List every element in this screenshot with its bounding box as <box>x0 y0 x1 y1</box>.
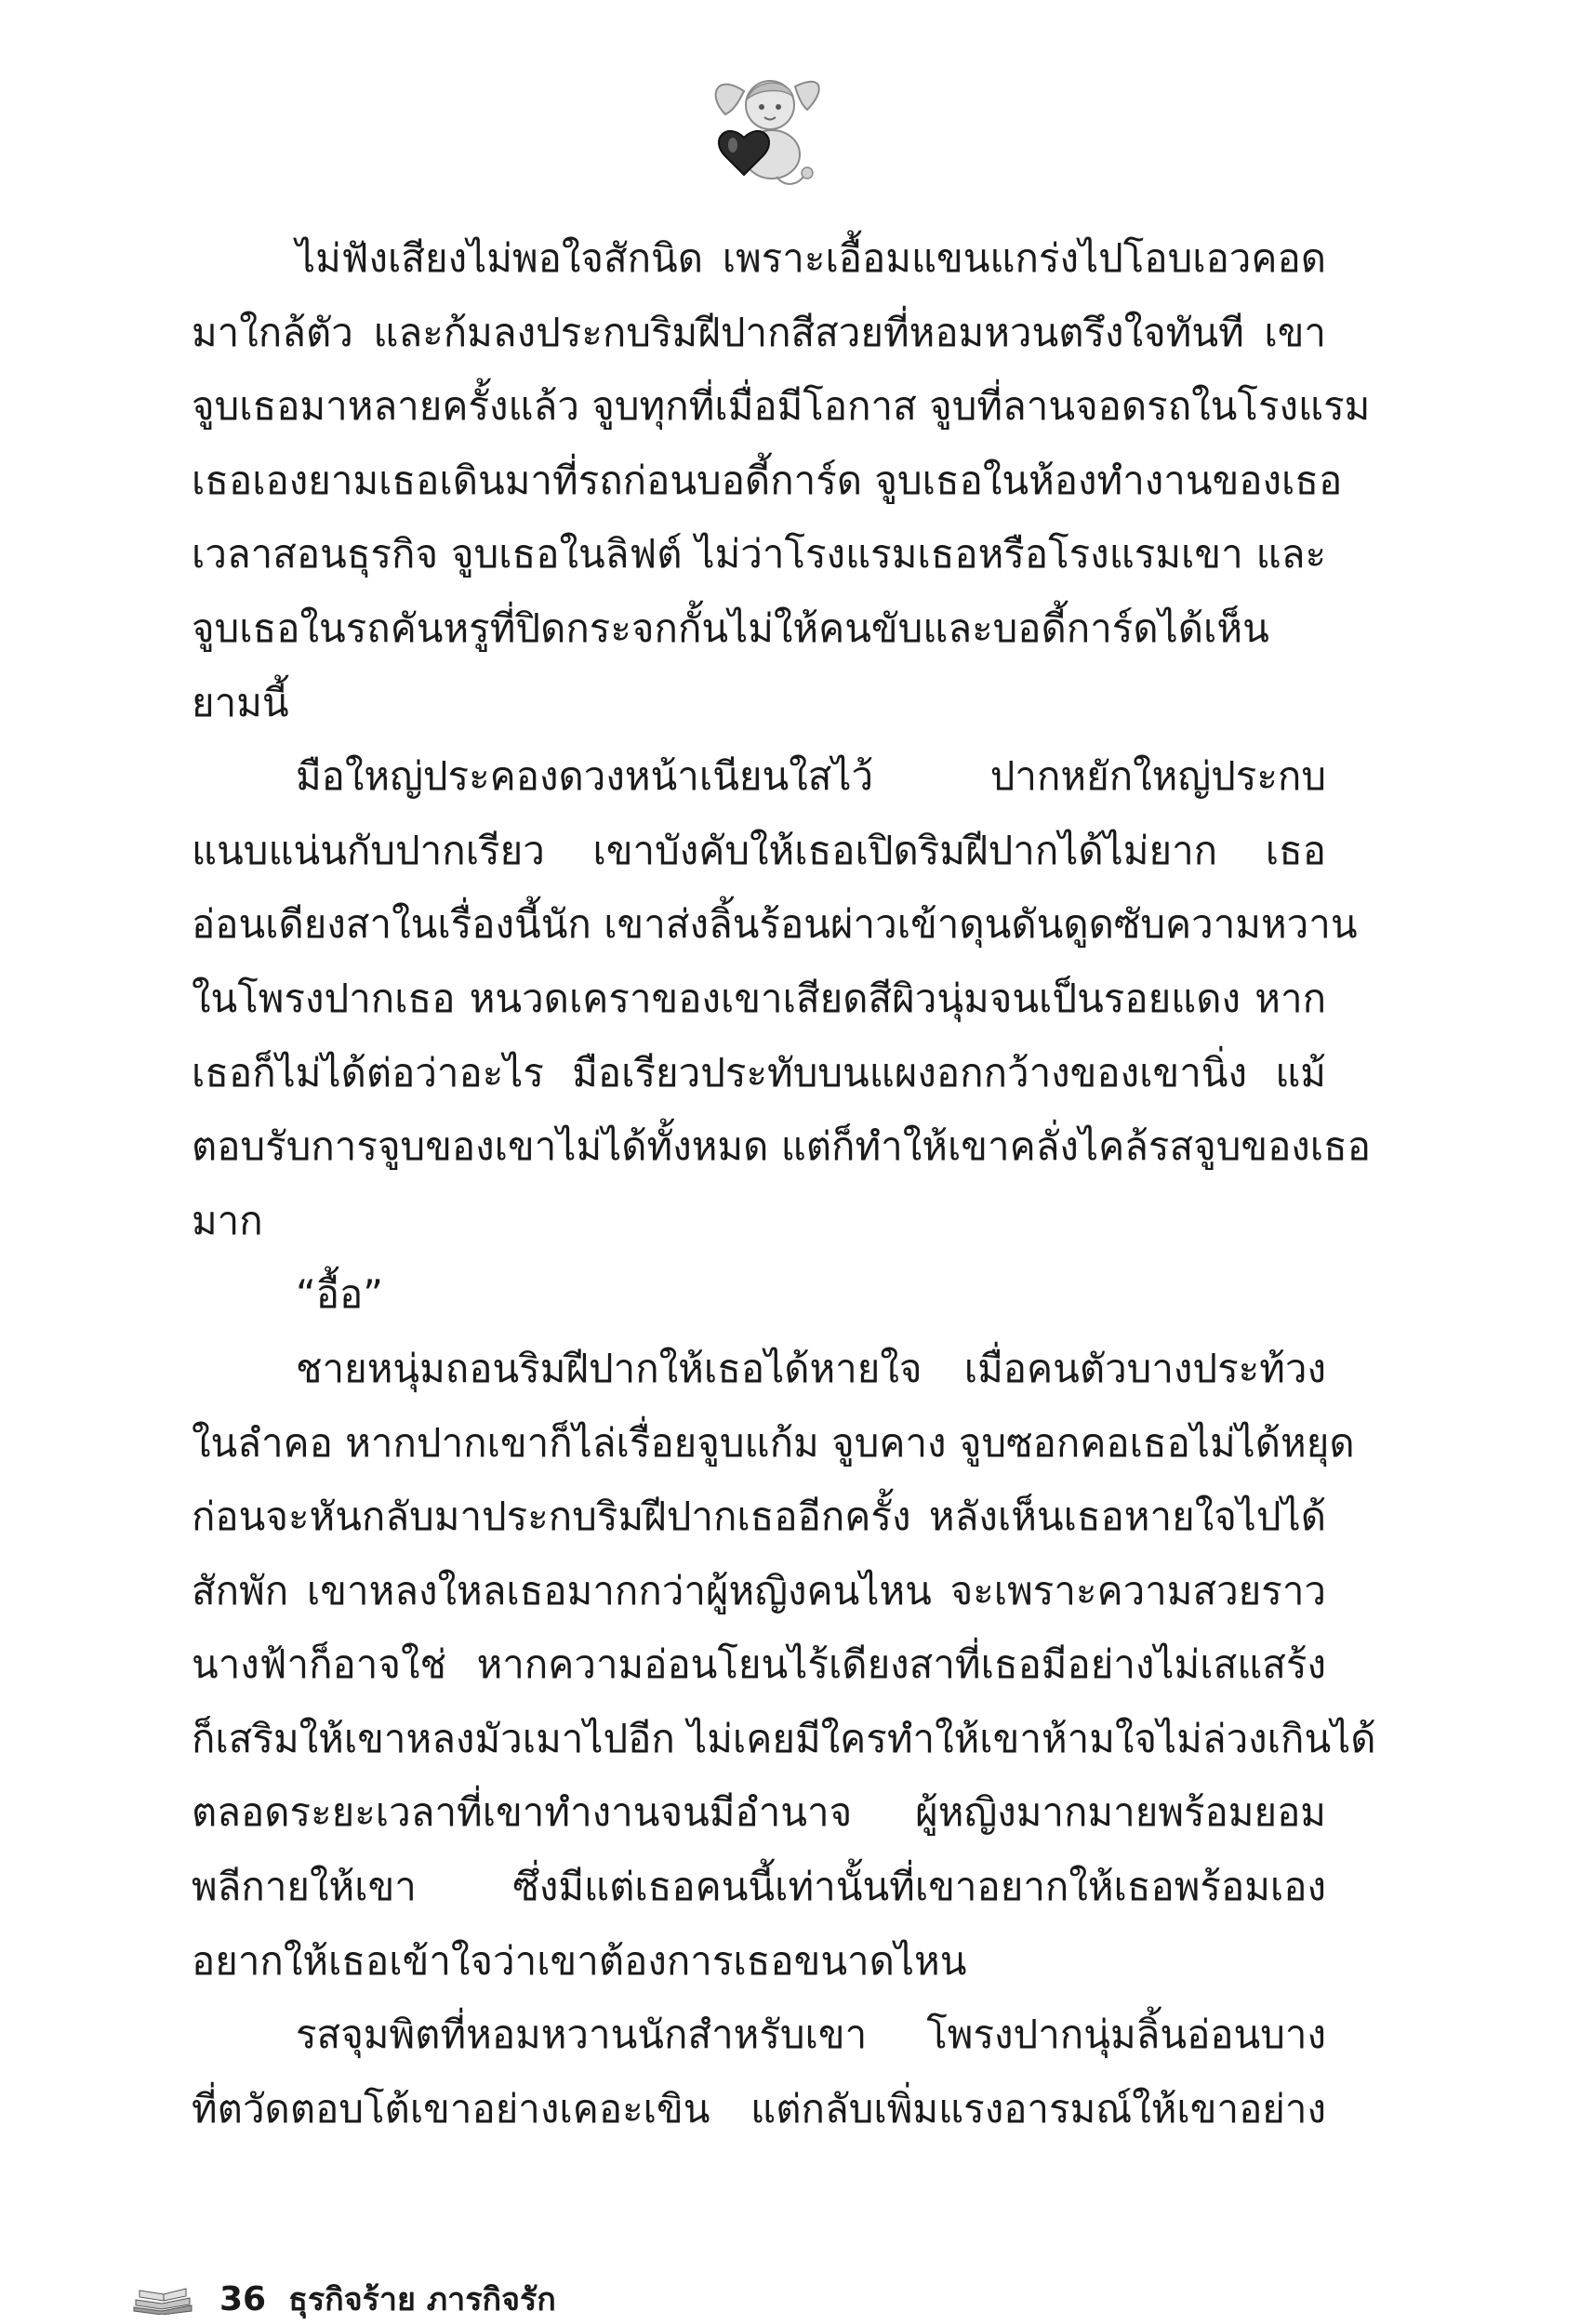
text-line: ตอบรับการจูบของเขาไม่ได้ทั้งหมด แต่ก็ทำให้เขาคลั่งไคล้รสจูบของเธอ <box>192 1123 1372 1170</box>
cupid-with-heart-icon <box>707 63 828 193</box>
text-line: ชายหนุ่มถอนริมฝีปากให้เธอได้หายใจ เมื่อคนตัวบางประท้วง <box>296 1345 1326 1391</box>
text-line: ในลำคอ หากปากเขาก็ไล่เรื่อยจูบแก้ม จูบคาง จูบซอกคอเธอไม่ได้หยุด <box>192 1419 1355 1466</box>
text-line: ก่อนจะหันกลับมาประกบริมฝีปากเธออีกครั้ง หลังเห็นเธอหายใจไปได้ <box>192 1494 1326 1540</box>
text-line: มาใกล้ตัว และก้มลงประกบริมฝีปากสีสวยที่หอมหวนตรึงใจทันที เขา <box>192 309 1326 355</box>
text-line: จูบเธอในรถคันหรูที่ปิดกระจกกั้นไม่ให้คนขับและบอดี้การ์ดได้เห็น <box>192 604 1269 651</box>
text-line: สักพัก เขาหลงใหลเธอมากกว่าผู้หญิงคนไหน จะเพราะความสวยราว <box>192 1567 1326 1614</box>
text-line: รสจุมพิตที่หอมหวานนักสำหรับเขา โพรงปากนุ่มลิ้นอ่อนบาง <box>296 2012 1326 2058</box>
dialogue-line: “อื้อ” <box>296 1271 383 1318</box>
text-line: ก็เสริมให้เขาหลงมัวเมาไปอีก ไม่เคยมีใครทำให้เขาห้ามใจไม่ล่วงเกินได้ <box>192 1715 1376 1761</box>
text-line: เธอก็ไม่ได้ต่อว่าอะไร มือเรียวประทับบนแผงอกกว้างของเขานิ่ง แม้ <box>192 1049 1326 1096</box>
page-footer <box>130 2280 556 2317</box>
text-line: พลีกายให้เขา ซึ่งมีแต่เธอคนนี้เท่านั้นที่เขาอยากให้เธอพร้อมเอง <box>192 1864 1326 1910</box>
text-line: ยามนี้ <box>192 679 289 725</box>
text-line: เธอเองยามเธอเดินมาที่รถก่อนบอดี้การ์ด จูบเธอในห้องทำงานของเธอ <box>192 457 1343 503</box>
text-line: ในโพรงปากเธอ หนวดเคราของเขาเสียดสีผิวนุ่มจนเป็นรอยแดง หาก <box>192 975 1326 1021</box>
text-line: จูบเธอมาหลายครั้งแล้ว จูบทุกที่เมื่อมีโอกาส จูบที่ลานจอดรถในโรงแรม <box>192 383 1371 430</box>
stacked-books-icon <box>130 2283 195 2315</box>
text-line: มือใหญ่ประคองดวงหน้าเนียนใสไว้ ปากหยักใหญ่ประกบ <box>296 753 1326 800</box>
text-line: ตลอดระยะเวลาที่เขาทำงานจนมีอำนาจ ผู้หญิงมากมายพร้อมยอม <box>192 1789 1326 1836</box>
text-line: แนบแน่นกับปากเรียว เขาบังคับให้เธอเปิดริมฝีปากได้ไม่ยาก เธอ <box>192 827 1326 873</box>
text-line: นางฟ้าก็อาจใช่ หากความอ่อนโยนไร้เดียงสาที่เธอมีอย่างไม่เสแสร้ง <box>192 1641 1326 1688</box>
text-line: ที่ตวัดตอบโต้เขาอย่างเคอะเขิน แต่กลับเพิ่มแรงอารมณ์ให้เขาอย่าง <box>192 2085 1326 2131</box>
page-number: 36 <box>219 2279 267 2318</box>
text-line: อ่อนเดียงสาในเรื่องนี้นัก เขาส่งลิ้นร้อนผ่าวเข้าดุนดันดูดซับความหวาน <box>192 901 1358 948</box>
text-line: เวลาสอนธุรกิจ จูบเธอในลิฟต์ ไม่ว่าโรงแรมเธอหรือโรงแรมเขา และ <box>192 531 1326 578</box>
text-line: ไม่ฟังเสียงไม่พอใจสักนิด เพราะเอื้อมแขนแกร่งไปโอบเอวคอด <box>296 235 1326 281</box>
text-line: อยากให้เธอเข้าใจว่าเขาต้องการเธอขนาดไหน <box>192 1937 967 1984</box>
text-line: มาก <box>192 1197 263 1243</box>
body-text <box>192 221 1376 2145</box>
book-title: ธุรกิจร้าย ภารกิจรัก <box>288 2281 556 2318</box>
